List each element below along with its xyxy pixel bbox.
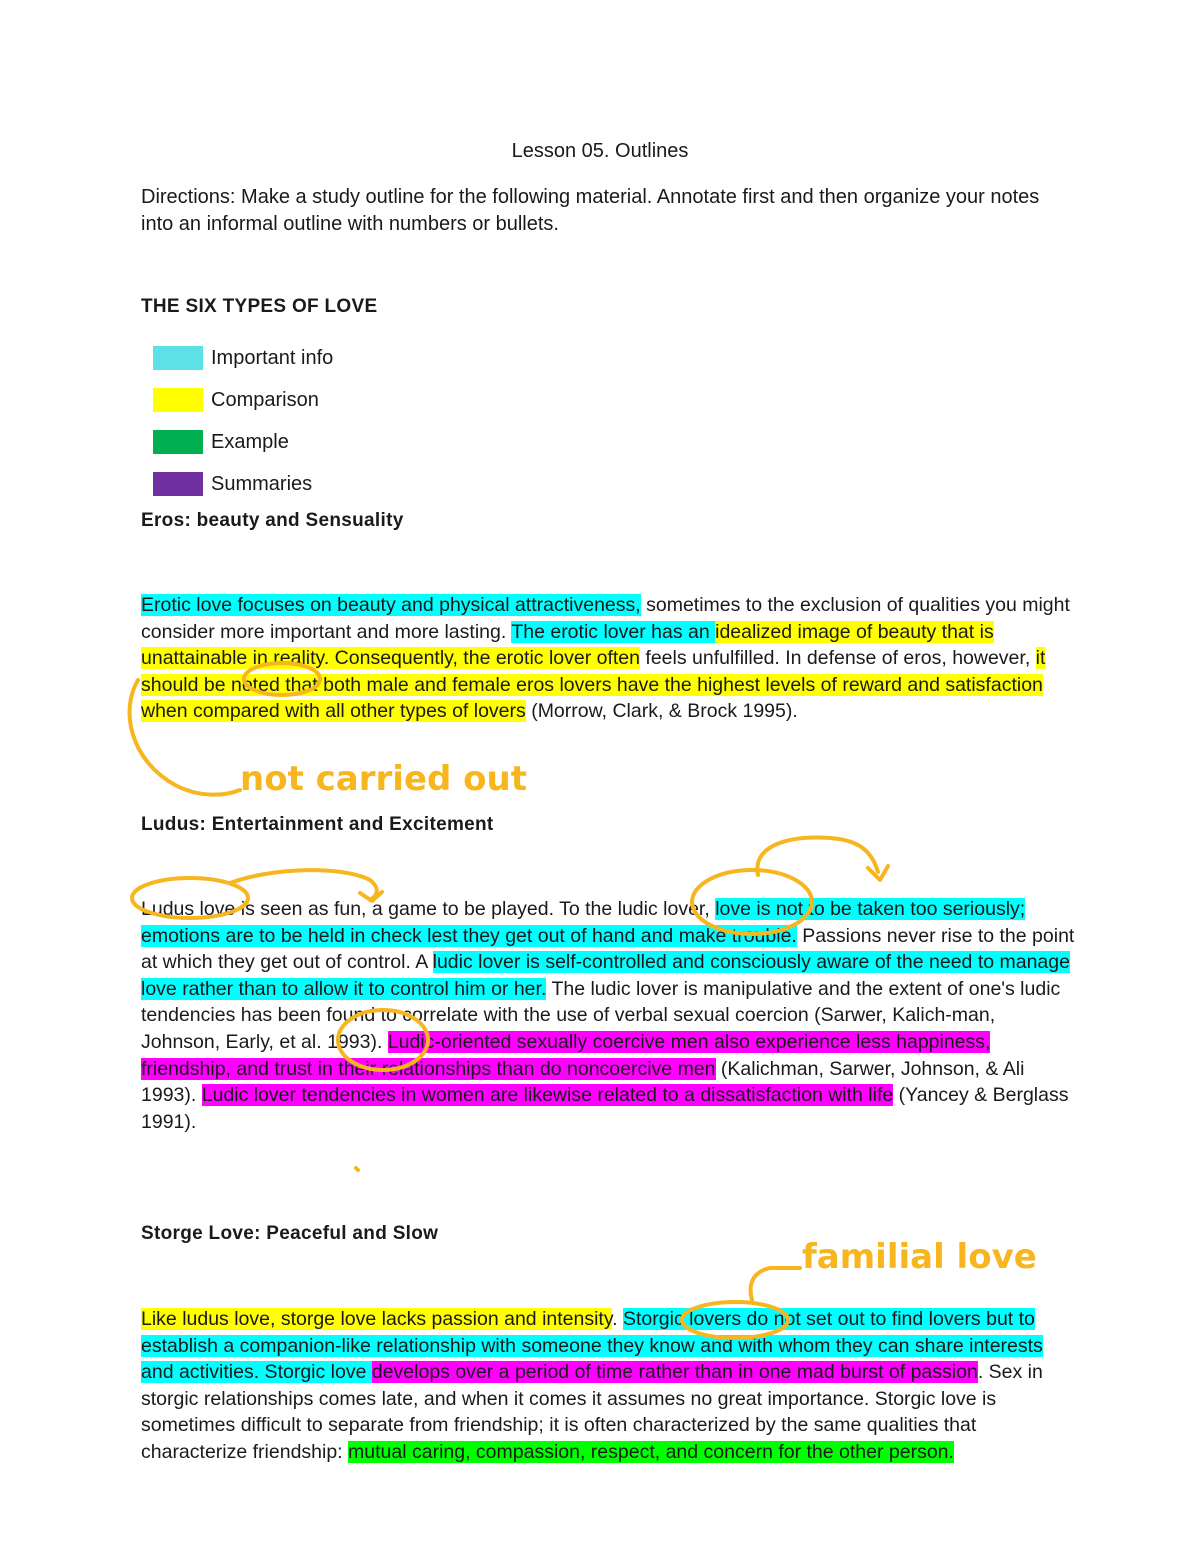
page-title: Lesson 05. Outlines bbox=[511, 140, 689, 162]
directions-text: Directions: Make a study outline for the following material. Annotate first and then organize your notes into an informal outline with numbers or bullets. bbox=[141, 186, 1040, 235]
ink-dot bbox=[356, 1168, 358, 1170]
legend-label: Summaries bbox=[211, 472, 313, 495]
highlight-important: The erotic lover has an bbox=[511, 620, 716, 643]
section-heading: THE SIX TYPES OF LOVE bbox=[141, 296, 378, 317]
plain-text: Passions never rise to the point at which they get out of control. A bbox=[141, 924, 1075, 974]
plain-text: Ludus love is seen as fun, a game to be played. To the ludic lover, bbox=[141, 898, 716, 920]
eros-heading: Eros: beauty and Sensuality bbox=[141, 510, 404, 531]
legend-item bbox=[153, 421, 333, 463]
plain-text: (Morrow, Clark, & Brock 1995). bbox=[525, 700, 798, 723]
ink-note-not-carried-out: not carried out bbox=[240, 759, 527, 799]
legend-swatch-comparison bbox=[153, 388, 203, 412]
ludus-heading: Ludus: Entertainment and Excitement bbox=[141, 814, 494, 835]
plain-text: . bbox=[612, 1308, 623, 1330]
legend-item bbox=[153, 379, 333, 421]
plain-text: (Kalichman, Sarwer, Johnson, & Ali 1993). bbox=[141, 1057, 1025, 1107]
legend-item bbox=[153, 463, 333, 505]
highlight-summary: Ludic-oriented sexually coercive men also experience less happiness, friendship, and trust in their relationships than do noncoercive men bbox=[141, 1030, 991, 1080]
eros-paragraph bbox=[141, 592, 1076, 725]
ink-note-familial-love: familial love bbox=[802, 1237, 1037, 1277]
color-legend bbox=[153, 337, 333, 505]
highlight-summary: develops over a period of time rather than in one mad burst of passion bbox=[371, 1361, 978, 1384]
highlight-important: love is not to be taken too seriously; emotions are to be held in check lest they get out of hand and make trouble. bbox=[141, 898, 1026, 947]
highlight-important: Erotic love focuses on beauty and physical attractiveness, bbox=[141, 594, 641, 616]
legend-label: Example bbox=[211, 430, 289, 453]
ink-arrow-ludic-lover bbox=[757, 837, 888, 880]
legend-item bbox=[153, 337, 333, 379]
highlight-comparison: idealized image of beauty that is unattainable in reality. Consequently, the erotic lover often bbox=[141, 620, 994, 670]
highlight-important: Storgic lovers do not set out to find lovers but to establish a companion-like relationship with someone they know and with whom they can share interests and activities. Storgic love bbox=[141, 1308, 1043, 1384]
legend-swatch-important bbox=[153, 346, 203, 370]
highlight-example: mutual caring, compassion, respect, and concern for the other person. bbox=[348, 1440, 954, 1463]
plain-text: sometimes to the exclusion of qualities you might consider more important and more lasting. bbox=[141, 594, 1070, 643]
highlight-comparison: Like ludus love, storge love lacks passion and intensity bbox=[141, 1308, 613, 1330]
ink-line-storgic bbox=[751, 1268, 800, 1300]
legend-swatch-example bbox=[153, 430, 203, 454]
legend-label: Comparison bbox=[211, 388, 319, 411]
highlight-important: ludic lover is self-controlled and consciously aware of the need to manage love rather than to allow it to control him or her. bbox=[141, 951, 1070, 1000]
plain-text: The ludic lover is manipulative and the extent of one's ludic tendencies has been found to correlate with the use of verbal sexual coercion (Sarwer, Kalich-man, Johnson, Early, et al. 1993). bbox=[141, 977, 1061, 1053]
plain-text: (Yancey & Berglass 1991). bbox=[141, 1084, 1069, 1133]
highlight-comparison: it should be noted that both male and female eros lovers have the highest levels of reward and satisfaction when compared with all other types of lovers bbox=[141, 647, 1046, 723]
plain-text: feels unfulfilled. In defense of eros, however, bbox=[640, 647, 1036, 670]
ludus-paragraph bbox=[141, 896, 1076, 1135]
storge-paragraph bbox=[141, 1306, 1076, 1466]
plain-text: . Sex in storgic relationships comes late, and when it comes it assumes no great importance. Storgic love is sometimes difficult to separate from friendship; it is often characterized by the same qualities that characterize friendship: bbox=[141, 1361, 1043, 1463]
storge-heading: Storge Love: Peaceful and Slow bbox=[141, 1223, 439, 1244]
legend-label: Important info bbox=[211, 346, 334, 369]
legend-swatch-summaries bbox=[153, 472, 203, 496]
highlight-summary: Ludic lover tendencies in women are likewise related to a dissatisfaction with life bbox=[201, 1084, 894, 1107]
